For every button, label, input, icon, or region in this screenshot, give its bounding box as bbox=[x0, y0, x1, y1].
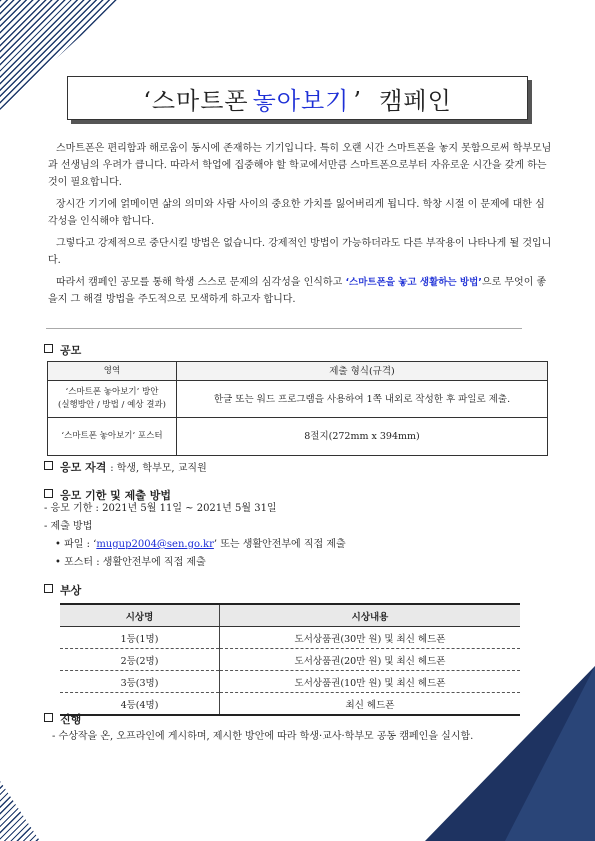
section-eligibility-label: 응모 자격 bbox=[60, 461, 107, 474]
file-label: • 파일 : ‘ bbox=[55, 539, 97, 550]
checkbox-bullet-icon bbox=[44, 584, 53, 593]
prize-table bbox=[60, 603, 520, 716]
section-prize bbox=[44, 582, 81, 598]
table-header-row bbox=[60, 604, 520, 627]
section-eligibility bbox=[44, 459, 207, 475]
contest-table bbox=[47, 361, 548, 456]
progress-text: - 수상작을 온, 오프라인에 게시하며, 제시한 방안에 따라 학생·교사·학부모 공동 캠페인을 실시함. bbox=[52, 731, 474, 742]
header-cell: 시상명 bbox=[60, 604, 220, 627]
title-accent: 놓아보기 bbox=[252, 86, 350, 115]
deadline-list bbox=[44, 500, 346, 572]
header-cell: 시상내용 bbox=[220, 604, 521, 627]
area-cell: ‘스마트폰 놓아보기’ 포스터 bbox=[48, 418, 177, 456]
file-submit-item bbox=[55, 536, 346, 554]
table-row bbox=[48, 381, 548, 418]
table-row bbox=[60, 649, 520, 671]
table-row bbox=[48, 418, 548, 456]
poster-submit-item: • 포스터 : 생활안전부에 직접 제출 bbox=[55, 557, 206, 568]
page-title bbox=[67, 76, 528, 120]
format-cell: 한글 또는 워드 프로그램을 사용하여 1쪽 내외로 작성한 후 파일로 제출. bbox=[177, 381, 548, 418]
divider bbox=[46, 328, 522, 329]
format-cell: 8절지(272mm x 394mm) bbox=[177, 418, 548, 456]
deadline-period: - 응모 기한 : 2021년 5월 11일 ~ 2021년 5월 31일 bbox=[44, 503, 277, 514]
prize-rank: 1등(1명) bbox=[60, 627, 220, 649]
submit-method: - 제출 방법 bbox=[44, 521, 93, 532]
table-header-row bbox=[48, 362, 548, 381]
section-contest bbox=[44, 342, 81, 358]
table-row bbox=[60, 693, 520, 716]
section-deadline-label: 응모 기한 및 제출 방법 bbox=[60, 489, 171, 502]
checkbox-bullet-icon bbox=[44, 344, 53, 353]
section-progress-label: 진행 bbox=[60, 713, 82, 726]
area-line: (실행방안 / 방법 / 예상 결과) bbox=[58, 400, 166, 410]
prize-rank: 4등(4명) bbox=[60, 693, 220, 716]
intro-paragraph-1: 스마트폰은 편리함과 해로움이 동시에 존재하는 기기입니다. 특히 오랜 시간 스마트폰을 놓지 못함으로써 학부모님과 선생님의 우려가 큽니다. 따라서 학업에 집중해야 할 학교에서만큼 스마트폰으로부터 자유로운 시간을 갖게 하는 것이 필요합니다. bbox=[48, 143, 552, 188]
intro-text bbox=[48, 140, 553, 313]
title-pre: ‘스마트폰 bbox=[143, 86, 249, 115]
area-line: ‘스마트폰 놓아보기’ 방안 bbox=[65, 387, 159, 397]
prize-rank: 3등(3명) bbox=[60, 671, 220, 693]
header-cell: 영역 bbox=[48, 362, 177, 381]
email-link[interactable]: mugup2004@sen.go.kr bbox=[96, 539, 214, 550]
file-post: ’ 또는 생활안전부에 직접 제출 bbox=[213, 539, 346, 550]
area-cell bbox=[48, 381, 177, 418]
decorative-stripes-bottom-left bbox=[0, 781, 40, 841]
header-cell: 제출 형식(규격) bbox=[177, 362, 548, 381]
intro-p4-pre: 따라서 캠페인 공모를 통해 학생 스스로 문제의 심각성을 인식하고 bbox=[56, 277, 343, 288]
section-prize-label: 부상 bbox=[60, 584, 82, 597]
intro-p4-post: 으로 무엇이 좋을지 그 해결 방법을 주도적으로 모색하게 하고자 합니다. bbox=[48, 277, 547, 305]
eligibility-value: : 학생, 학부모, 교직원 bbox=[110, 463, 207, 474]
section-progress bbox=[44, 711, 81, 727]
intro-highlight: ‘스마트폰을 놓고 생활하는 방법’ bbox=[345, 277, 482, 288]
title-post: ’ 캠페인 bbox=[353, 86, 452, 115]
intro-paragraph-4 bbox=[48, 274, 553, 308]
prize-rank: 2등(2명) bbox=[60, 649, 220, 671]
checkbox-bullet-icon bbox=[44, 461, 53, 470]
prize-content: 도서상품권(10만 원) 및 최신 헤드폰 bbox=[220, 671, 521, 693]
section-contest-label: 공모 bbox=[60, 344, 82, 357]
prize-content: 도서상품권(30만 원) 및 최신 헤드폰 bbox=[220, 627, 521, 649]
table-row bbox=[60, 627, 520, 649]
table-row bbox=[60, 671, 520, 693]
checkbox-bullet-icon bbox=[44, 489, 53, 498]
prize-content: 최신 헤드폰 bbox=[220, 693, 521, 716]
intro-paragraph-2: 장시간 기기에 얽메이면 삶의 의미와 사람 사이의 중요한 가치를 잃어버리게 됩니다. 학창 시절 이 문제에 대한 심각성을 인식해야 합니다. bbox=[48, 199, 545, 227]
prize-content: 도서상품권(20만 원) 및 최신 헤드폰 bbox=[220, 649, 521, 671]
checkbox-bullet-icon bbox=[44, 713, 53, 722]
intro-paragraph-3: 그렇다고 강제적으로 중단시킬 방법은 없습니다. 강제적인 방법이 가능하더라도 다른 부작용이 나타나게 될 것입니다. bbox=[48, 238, 552, 266]
